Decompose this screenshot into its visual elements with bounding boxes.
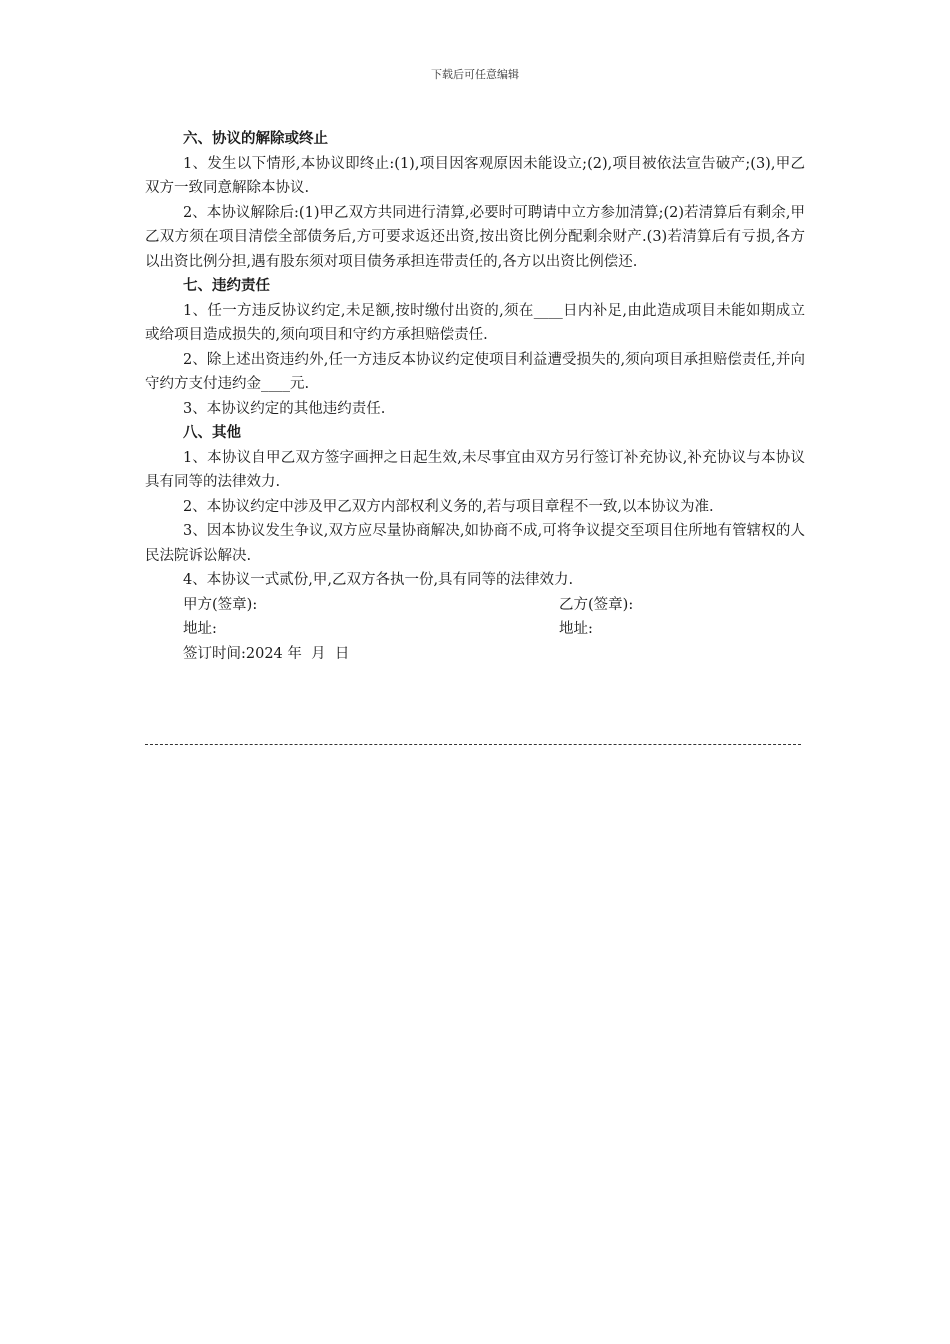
header-note: 下载后可任意编辑 bbox=[431, 68, 519, 81]
section-8-paragraph-2: 2、本协议约定中涉及甲乙双方内部权利义务的,若与项目章程不一致,以本协议为准. bbox=[183, 498, 714, 515]
section-6-paragraph-2: 2、本协议解除后:(1)甲乙双方共同进行清算,必要时可聘请中立方参加清算;(2)若清算后有剩余,甲乙双方须在项目清偿全部债务后,方可要求返还出资,按出资比例分配剩余财产.(3)若清算后有亏损,各方以出资比例分担,遇有股东须对项目债务承担连带责任的,各方以出资比例偿还. bbox=[145, 204, 805, 270]
party-a-address: 地址: bbox=[183, 621, 217, 637]
section-8-title: 八、其他 bbox=[183, 425, 241, 441]
section-7-paragraph-1: 1、任一方违反协议约定,未足额,按时缴付出资的,须在____日内补足,由此造成项目未能如期成立或给项目造成损失的,须向项目和守约方承担赔偿责任. bbox=[145, 302, 805, 343]
signing-date: 签订时间:2024 年 月 日 bbox=[183, 645, 350, 662]
section-6-title: 六、协议的解除或终止 bbox=[183, 131, 328, 147]
party-b-address: 地址: bbox=[559, 621, 593, 637]
document-body bbox=[145, 127, 805, 666]
signature-row bbox=[145, 593, 805, 618]
section-8-paragraph-3: 3、因本协议发生争议,双方应尽量协商解决,如协商不成,可将争议提交至项目住所地有管辖权的人民法院诉讼解决. bbox=[145, 523, 805, 564]
page-divider bbox=[145, 744, 801, 745]
section-8-paragraph-1: 1、本协议自甲乙双方签字画押之日起生效,未尽事宜由双方另行签订补充协议,补充协议与本协议具有同等的法律效力. bbox=[145, 449, 805, 490]
section-8-paragraph-4: 4、本协议一式贰份,甲,乙双方各执一份,具有同等的法律效力. bbox=[183, 572, 574, 588]
party-a-signature: 甲方(签章): bbox=[183, 596, 258, 613]
section-7-title: 七、违约责任 bbox=[183, 278, 270, 294]
address-row bbox=[145, 617, 805, 642]
section-7-paragraph-2: 2、除上述出资违约外,任一方违反本协议约定使项目利益遭受损失的,须向项目承担赔偿责任,并向守约方支付违约金____元. bbox=[145, 351, 805, 392]
party-b-signature: 乙方(签章): bbox=[559, 596, 634, 613]
section-6-paragraph-1: 1、发生以下情形,本协议即终止:(1),项目因客观原因未能设立;(2),项目被依法宣告破产;(3),甲乙双方一致同意解除本协议. bbox=[145, 155, 805, 196]
section-7-paragraph-3: 3、本协议约定的其他违约责任. bbox=[183, 400, 386, 417]
